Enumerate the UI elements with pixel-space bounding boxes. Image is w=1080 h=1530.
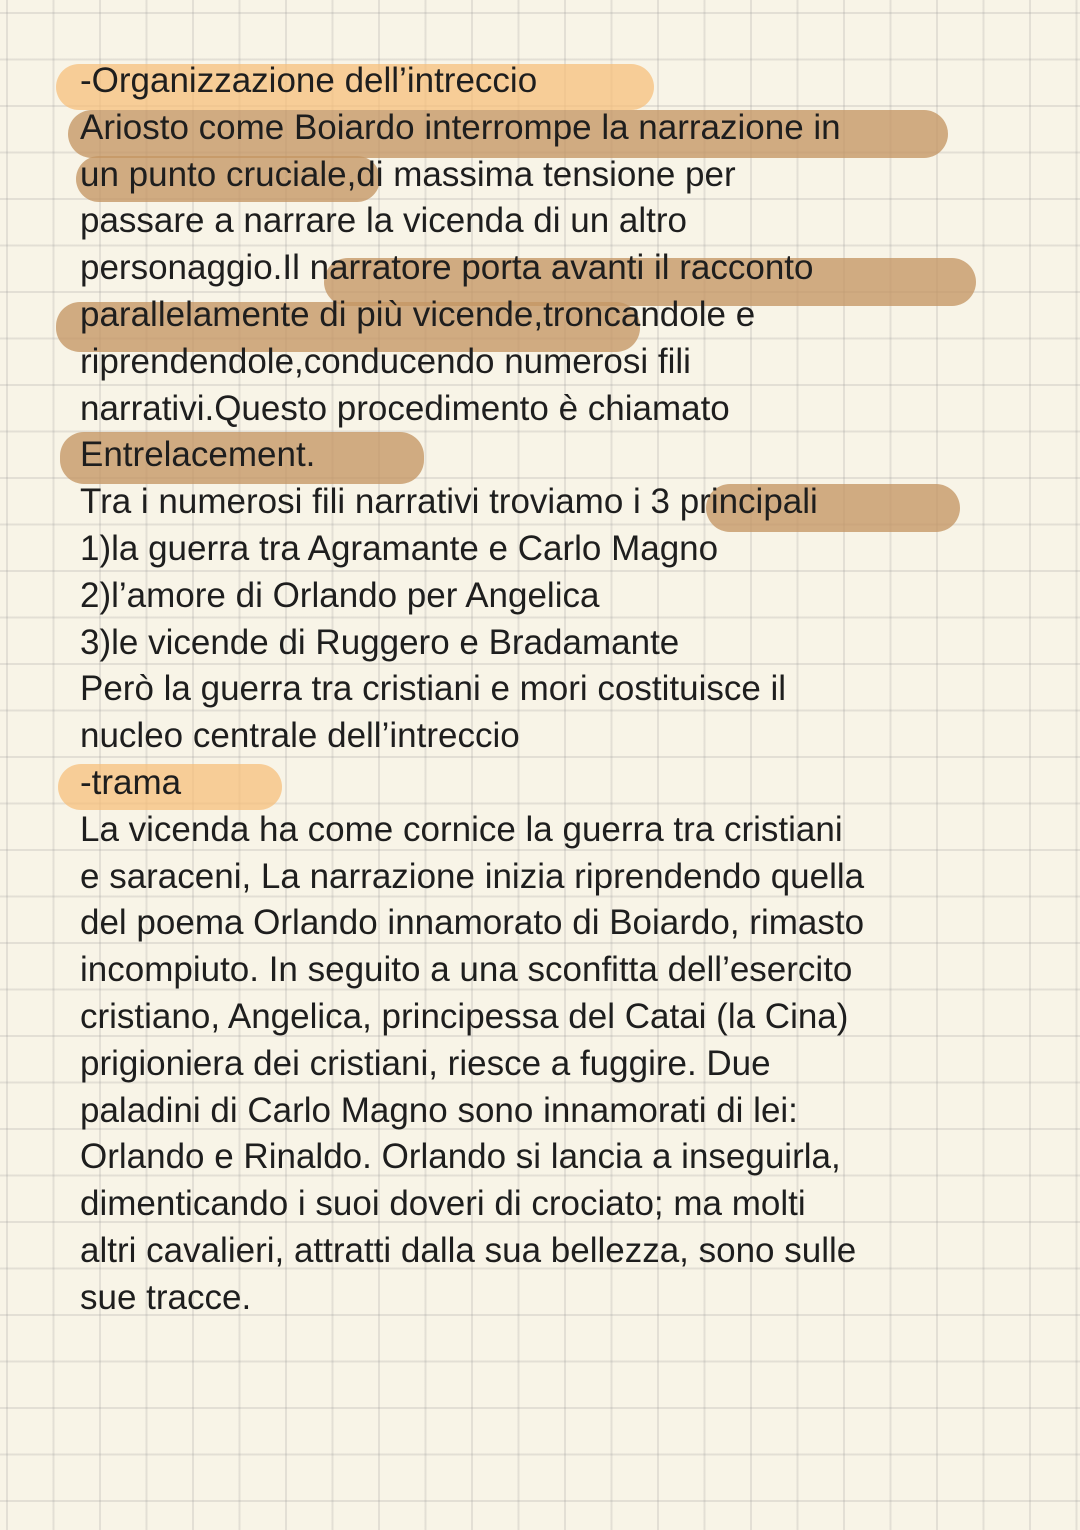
text-line: dimenticando i suoi doveri di crociato; ma molti <box>80 1184 806 1224</box>
text-line: parallelamente di più vicende,troncandole e <box>80 294 756 334</box>
text-line: un punto cruciale,di massima tensione per <box>80 154 736 194</box>
text-line: Ariosto come Boiardo interrompe la narrazione in <box>80 107 841 147</box>
note-text <box>80 58 1040 1322</box>
text-line: passare a narrare la vicenda di un altro <box>80 201 688 241</box>
text-line: altri cavalieri, attratti dalla sua bellezza, sono sulle <box>80 1230 857 1270</box>
list-item: 1)la guerra tra Agramante e Carlo Magno <box>80 528 719 568</box>
text-line: personaggio.Il narratore porta avanti il racconto <box>80 248 814 288</box>
list-item: 3)le vicende di Ruggero e Bradamante <box>80 622 680 662</box>
text-line: narrativi.Questo procedimento è chiamato <box>80 388 730 428</box>
text-line: Entrelacement. <box>80 435 316 475</box>
heading-organizzazione: -Organizzazione dell’intreccio <box>80 61 538 100</box>
text-line: incompiuto. In seguito a una sconfitta dell’esercito <box>80 950 853 990</box>
text-line: paladini di Carlo Magno sono innamorati di lei: <box>80 1090 798 1130</box>
text-line: sue tracce. <box>80 1277 252 1317</box>
text-line: riprendendole,conducendo numerosi fili <box>80 341 691 381</box>
list-item: 2)l’amore di Orlando per Angelica <box>80 575 600 615</box>
text-line: La vicenda ha come cornice la guerra tra cristiani <box>80 809 843 849</box>
text-line: nucleo centrale dell’intreccio <box>80 716 520 756</box>
text-line: Tra i numerosi fili narrativi troviamo i 3 principali <box>80 482 818 522</box>
heading-trama: -trama <box>80 762 182 802</box>
text-line: Orlando e Rinaldo. Orlando si lancia a inseguirla, <box>80 1137 841 1177</box>
text-line: del poema Orlando innamorato di Boiardo, rimasto <box>80 903 865 943</box>
text-line: Però la guerra tra cristiani e mori costituisce il <box>80 669 787 709</box>
text-line: e saraceni, La narrazione inizia riprendendo quella <box>80 856 865 896</box>
text-line: prigioniera dei cristiani, riesce a fuggire. Due <box>80 1043 771 1083</box>
text-line: cristiano, Angelica, principessa del Catai (la Cina) <box>80 996 849 1036</box>
